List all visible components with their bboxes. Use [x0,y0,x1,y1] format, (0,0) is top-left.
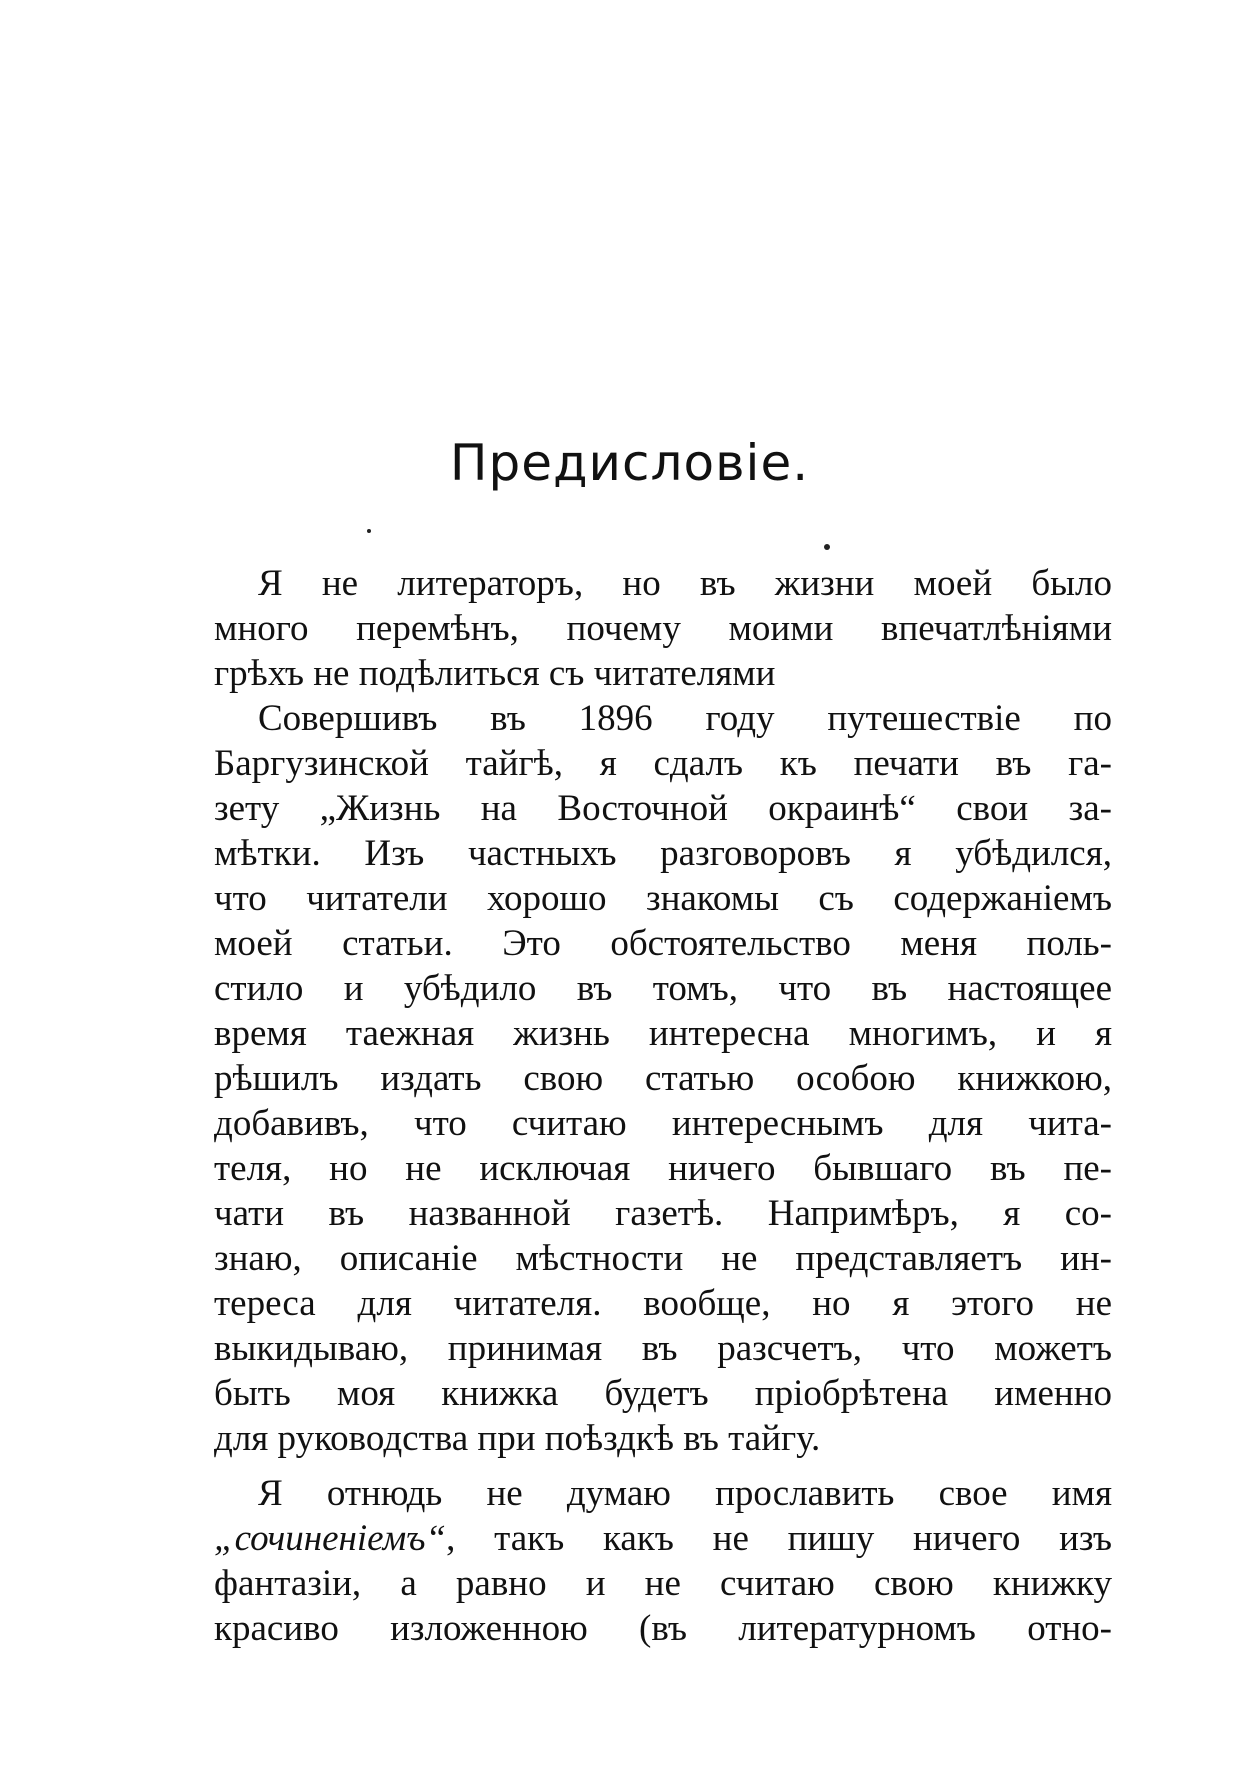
text-line: красиво изложенною (въ литературномъ отно- [214,1608,1112,1649]
text-line: моей статьи. Это обстоятельство меня поль- [214,923,1112,964]
text-line: время таежная жизнь интересна многимъ, и я [214,1013,1112,1054]
text-line: теля, но не исключая ничего бывшаго въ пе- [214,1148,1112,1189]
text-line: Я отнюдь не думаю прославить свое имя [258,1473,1112,1514]
text-line: что читатели хорошо знакомы съ содержаніемъ [214,878,1112,919]
text-line: добавивъ, что считаю интереснымъ для чита- [214,1103,1112,1144]
text-line: тереса для читателя. вообще, но я этого не [214,1283,1112,1324]
text-line-mixed [214,1516,1112,1561]
text-line: Баргузинской тайгѣ, я сдалъ къ печати въ га- [214,743,1112,784]
text-line: много перемѣнъ, почему моими впечатлѣніями [214,608,1112,649]
text-line: для руководства при поѣздкѣ въ тайгу. [214,1418,821,1459]
paragraph-gap [214,1461,1112,1471]
text-line: Я не литераторъ, но въ жизни моей было [258,563,1112,604]
text-line: знаю, описаніе мѣстности не представляетъ ин- [214,1238,1112,1279]
speck [367,529,371,533]
text-line: выкидываю, принимая въ разсчетъ, что можетъ [214,1328,1112,1369]
text-line: рѣшилъ издать свою статью особою книжкою, [214,1058,1112,1099]
page-title: Предисловіе. [449,434,810,492]
text-line: стило и убѣдило въ томъ, что въ настоящее [214,968,1112,1009]
paragraph-2 [214,696,1112,1461]
speck [824,544,830,550]
text-line: грѣхъ не подѣлиться съ читателями [214,653,776,694]
text-line: зету „Жизнь на Восточной окраинѣ“ свои за- [214,788,1112,829]
body-text [214,561,1112,1651]
text-line: мѣтки. Изъ частныхъ разговоровъ я убѣдился, [214,833,1112,874]
text-line: быть моя книжка будетъ пріобрѣтена именно [214,1373,1112,1414]
text-fragment: , такъ какъ не пишу ничего изъ [446,1518,1112,1559]
text-line: фантазіи, а равно и не считаю свою книжку [214,1563,1112,1604]
text-line: чати въ названной газетѣ. Напримѣръ, я со- [214,1193,1112,1234]
text-line: Совершивъ въ 1896 году путешествіе по [258,698,1112,739]
paragraph-1 [214,561,1112,696]
italic-word: „сочиненіемъ“ [214,1518,447,1559]
paragraph-3 [214,1471,1112,1651]
